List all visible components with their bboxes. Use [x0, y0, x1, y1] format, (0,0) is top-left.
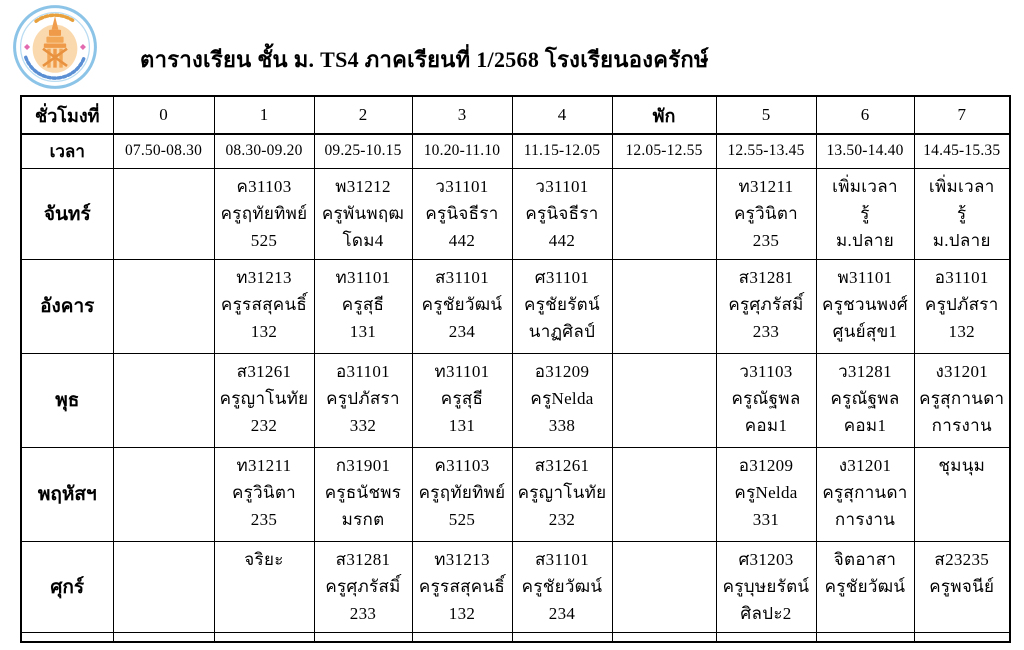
schedule-cell-line: ค31103 — [236, 176, 292, 196]
schedule-cell-line: ค31103 — [434, 455, 490, 475]
timetable-body — [21, 168, 1010, 642]
schedule-cell-line: ครูศุภรัสมิ์ — [325, 576, 401, 596]
schedule-cell-line: ครูบุษยรัตน์ — [722, 576, 810, 596]
partial-cutoff-row — [21, 632, 1010, 642]
day-name: พุธ — [21, 353, 113, 447]
schedule-cell — [914, 168, 1010, 259]
schedule-cell — [113, 353, 214, 447]
schedule-cell-line: ง31201 — [935, 361, 989, 381]
partial-cell — [21, 632, 113, 642]
schedule-cell-line: ครูวินิตา — [733, 203, 799, 223]
schedule-cell-line: ครูรสสุคนธิ์ — [418, 576, 506, 596]
timetable-header — [21, 96, 1010, 168]
schedule-cell — [716, 353, 816, 447]
schedule-cell-line: อ31209 — [738, 455, 794, 475]
time-range: 07.50-08.30 — [113, 134, 214, 168]
schedule-cell — [914, 259, 1010, 353]
schedule-cell — [314, 168, 412, 259]
schedule-cell — [113, 447, 214, 541]
schedule-cell-line: ชุมนุม — [938, 455, 986, 475]
schedule-cell-line: อ31101 — [934, 267, 989, 287]
schedule-cell-line: ว31101 — [435, 176, 489, 196]
page-title: ตารางเรียน ชั้น ม. TS4 ภาคเรียนที่ 1/2568 โรงเรียนองครักษ์ — [140, 47, 709, 72]
schedule-cell-line: 232 — [548, 509, 576, 529]
schedule-cell-line: อ31101 — [336, 361, 390, 381]
schedule-cell-line: มรกต — [341, 509, 385, 529]
day-name: พฤหัสฯ — [21, 447, 113, 541]
schedule-cell — [412, 259, 512, 353]
partial-cell — [512, 632, 612, 642]
schedule-cell-line: การงาน — [834, 509, 896, 529]
schedule-cell — [314, 353, 412, 447]
schedule-cell-line: ครูNelda — [734, 482, 798, 502]
schedule-cell-line: ศ31203 — [738, 549, 794, 569]
schedule-cell — [412, 447, 512, 541]
schedule-cell-line: 331 — [752, 509, 780, 529]
schedule-cell-line: ว31103 — [739, 361, 793, 381]
schedule-cell-line: ครูญาโนทัย — [219, 388, 309, 408]
day-name: อังคาร — [21, 259, 113, 353]
period-label: ชั่วโมงที่ — [21, 96, 113, 134]
schedule-cell — [412, 353, 512, 447]
schedule-cell — [816, 541, 914, 632]
schedule-cell-line: ส31281 — [335, 549, 391, 569]
schedule-cell — [612, 447, 716, 541]
schedule-cell-line: ม.ปลาย — [932, 230, 991, 250]
schedule-cell — [716, 259, 816, 353]
day-name: จันทร์ — [21, 168, 113, 259]
schedule-cell — [816, 353, 914, 447]
partial-cell — [914, 632, 1010, 642]
schedule-cell-line: ครูสุกานดา — [822, 482, 908, 502]
schedule-cell-line: ครูฤทัยทิพย์ — [418, 482, 506, 502]
schedule-cell-line: ศูนย์สุข1 — [832, 321, 898, 341]
schedule-cell-line: ท31211 — [236, 455, 292, 475]
schedule-cell-line: 234 — [448, 321, 476, 341]
schedule-cell — [816, 259, 914, 353]
schedule-cell-line: 131 — [349, 321, 377, 341]
partial-cell — [314, 632, 412, 642]
schedule-cell-line: เพิ่มเวลา — [832, 176, 898, 196]
time-range: 08.30-09.20 — [214, 134, 314, 168]
partial-cell — [412, 632, 512, 642]
schedule-cell-line: ครูปภัสรา — [924, 294, 999, 314]
time-range: 12.05-12.55 — [612, 134, 716, 168]
schedule-cell-line: 233 — [349, 603, 377, 623]
day-row-5 — [21, 541, 1010, 632]
schedule-cell-line: พ31212 — [335, 176, 391, 196]
schedule-cell-line: ครูรสสุคนธิ์ — [220, 294, 308, 314]
schedule-cell — [816, 447, 914, 541]
schedule-cell-line: คอม1 — [843, 415, 887, 435]
partial-cell — [113, 632, 214, 642]
schedule-cell-line: ครูนิจธีรา — [425, 203, 499, 223]
schedule-cell-line: ครูนิจธีรา — [525, 203, 599, 223]
schedule-cell-line: ครูสุธี — [341, 294, 385, 314]
time-range: 12.55-13.45 — [716, 134, 816, 168]
schedule-cell-line: ครูปภัสรา — [326, 388, 400, 408]
schedule-cell — [914, 353, 1010, 447]
schedule-cell-line: 235 — [250, 509, 278, 529]
schedule-cell — [113, 168, 214, 259]
period-number-6: 6 — [816, 96, 914, 134]
schedule-cell — [716, 541, 816, 632]
period-number-7: 7 — [914, 96, 1010, 134]
schedule-cell-line: 442 — [548, 230, 576, 250]
schedule-cell-line: 233 — [752, 321, 780, 341]
schedule-cell — [314, 259, 412, 353]
schedule-cell-line: 525 — [250, 230, 278, 250]
schedule-cell-line: อ31209 — [534, 361, 590, 381]
day-row-1 — [21, 168, 1010, 259]
partial-cell — [612, 632, 716, 642]
schedule-cell-line: ครูณัฐพล — [731, 388, 801, 408]
schedule-cell — [214, 447, 314, 541]
schedule-cell-line: 132 — [948, 321, 975, 341]
schedule-cell — [314, 447, 412, 541]
period-number-5: 5 — [716, 96, 816, 134]
period-number-3: 3 — [412, 96, 512, 134]
schedule-cell — [716, 168, 816, 259]
schedule-cell-line: รู้ — [957, 203, 967, 223]
period-number-พัก: พัก — [612, 96, 716, 134]
schedule-cell-line: ครูNelda — [530, 388, 594, 408]
schedule-cell-line: ครูศุภรัสมิ์ — [728, 294, 804, 314]
schedule-cell-line: รู้ — [860, 203, 870, 223]
schedule-cell-line: นาฏศิลป์ — [528, 321, 596, 341]
schedule-cell-line: 235 — [752, 230, 780, 250]
schedule-cell-line: ครูสุกานดา — [919, 388, 1005, 408]
schedule-cell-line: ครูชวนพงศ์ — [822, 294, 908, 314]
schedule-cell-line: พ31101 — [837, 267, 893, 287]
schedule-cell — [412, 541, 512, 632]
schedule-cell-line: จริยะ — [244, 549, 284, 569]
schedule-cell-line: 132 — [448, 603, 476, 623]
schedule-cell-line: ว31101 — [535, 176, 589, 196]
schedule-cell-line: 234 — [548, 603, 576, 623]
schedule-cell — [113, 541, 214, 632]
schedule-cell-line: โดม4 — [342, 230, 384, 250]
schedule-cell-line: การงาน — [931, 415, 992, 435]
partial-cell — [816, 632, 914, 642]
schedule-cell-line: ศิลปะ2 — [740, 603, 792, 623]
schedule-cell-line: ส31101 — [434, 267, 490, 287]
schedule-cell-line: ครูธนัชพร — [324, 482, 402, 502]
schedule-cell-line: ครูพันพฤฒ — [321, 203, 405, 223]
schedule-cell-line: ครูชัยวัฒน์ — [521, 576, 603, 596]
period-header-row — [21, 96, 1010, 134]
time-range: 13.50-14.40 — [816, 134, 914, 168]
time-header-row — [21, 134, 1010, 168]
schedule-cell-line: ส31281 — [738, 267, 794, 287]
schedule-cell-line: 131 — [448, 415, 476, 435]
partial-cell — [214, 632, 314, 642]
schedule-cell-line: ท31211 — [738, 176, 794, 196]
schedule-cell-line: 338 — [548, 415, 576, 435]
schedule-cell — [512, 259, 612, 353]
schedule-cell-line: ครูชัยวัฒน์ — [421, 294, 503, 314]
schedule-cell-line: ครูฤทัยทิพย์ — [220, 203, 308, 223]
period-number-0: 0 — [113, 96, 214, 134]
schedule-cell-line: ว31281 — [838, 361, 892, 381]
schedule-cell — [612, 541, 716, 632]
schedule-cell-line: ท31213 — [434, 549, 490, 569]
timetable — [20, 95, 1011, 643]
schedule-cell — [716, 447, 816, 541]
schedule-cell — [512, 447, 612, 541]
schedule-cell-line: ท31101 — [335, 267, 391, 287]
schedule-cell — [214, 353, 314, 447]
schedule-cell-line: ครูสุธี — [440, 388, 484, 408]
schedule-cell-line: ครูชัยรัตน์ — [524, 294, 600, 314]
period-number-1: 1 — [214, 96, 314, 134]
schedule-cell — [914, 541, 1010, 632]
schedule-cell — [314, 541, 412, 632]
schedule-cell — [113, 259, 214, 353]
period-number-4: 4 — [512, 96, 612, 134]
schedule-cell-line: คอม1 — [744, 415, 788, 435]
partial-cell — [716, 632, 816, 642]
schedule-cell-line: 442 — [448, 230, 476, 250]
schedule-cell — [512, 541, 612, 632]
schedule-cell-line: ส31261 — [236, 361, 292, 381]
schedule-cell-line: ศ31101 — [534, 267, 590, 287]
schedule-cell — [816, 168, 914, 259]
day-row-4 — [21, 447, 1010, 541]
schedule-cell-line: ครูวินิตา — [231, 482, 297, 502]
school-emblem-logo — [12, 4, 98, 90]
schedule-cell — [512, 353, 612, 447]
schedule-cell — [412, 168, 512, 259]
schedule-cell-line: ง31201 — [838, 455, 892, 475]
time-range: 11.15-12.05 — [512, 134, 612, 168]
schedule-cell-line: 525 — [448, 509, 476, 529]
schedule-cell — [612, 353, 716, 447]
schedule-cell — [214, 259, 314, 353]
schedule-cell-line: ท31101 — [434, 361, 490, 381]
time-label: เวลา — [21, 134, 113, 168]
schedule-cell-line: ครูณัฐพล — [830, 388, 900, 408]
day-row-3 — [21, 353, 1010, 447]
time-range: 09.25-10.15 — [314, 134, 412, 168]
schedule-cell — [214, 168, 314, 259]
schedule-cell-line: ครูชัยวัฒน์ — [824, 576, 906, 596]
schedule-cell-line: ม.ปลาย — [836, 230, 894, 250]
schedule-cell-line: ครูพจนีย์ — [929, 576, 995, 596]
schedule-cell — [612, 168, 716, 259]
schedule-cell — [914, 447, 1010, 541]
schedule-cell-line: ก31901 — [335, 455, 391, 475]
day-name: ศุกร์ — [21, 541, 113, 632]
schedule-cell-line: ส31261 — [534, 455, 590, 475]
schedule-cell — [512, 168, 612, 259]
schedule-cell-line: เพิ่มเวลา — [928, 176, 995, 196]
period-number-2: 2 — [314, 96, 412, 134]
schedule-cell-line: 132 — [250, 321, 278, 341]
schedule-cell-line: ส23235 — [934, 549, 990, 569]
schedule-cell — [214, 541, 314, 632]
schedule-cell-line: ครูญาโนทัย — [517, 482, 607, 502]
schedule-cell-line: จิตอาสา — [833, 549, 897, 569]
schedule-cell-line: 332 — [349, 415, 377, 435]
schedule-cell-line: 232 — [250, 415, 278, 435]
schedule-cell-line: ส31101 — [534, 549, 590, 569]
time-range: 14.45-15.35 — [914, 134, 1010, 168]
time-range: 10.20-11.10 — [412, 134, 512, 168]
schedule-cell — [612, 259, 716, 353]
schedule-cell-line: ท31213 — [236, 267, 292, 287]
day-row-2 — [21, 259, 1010, 353]
